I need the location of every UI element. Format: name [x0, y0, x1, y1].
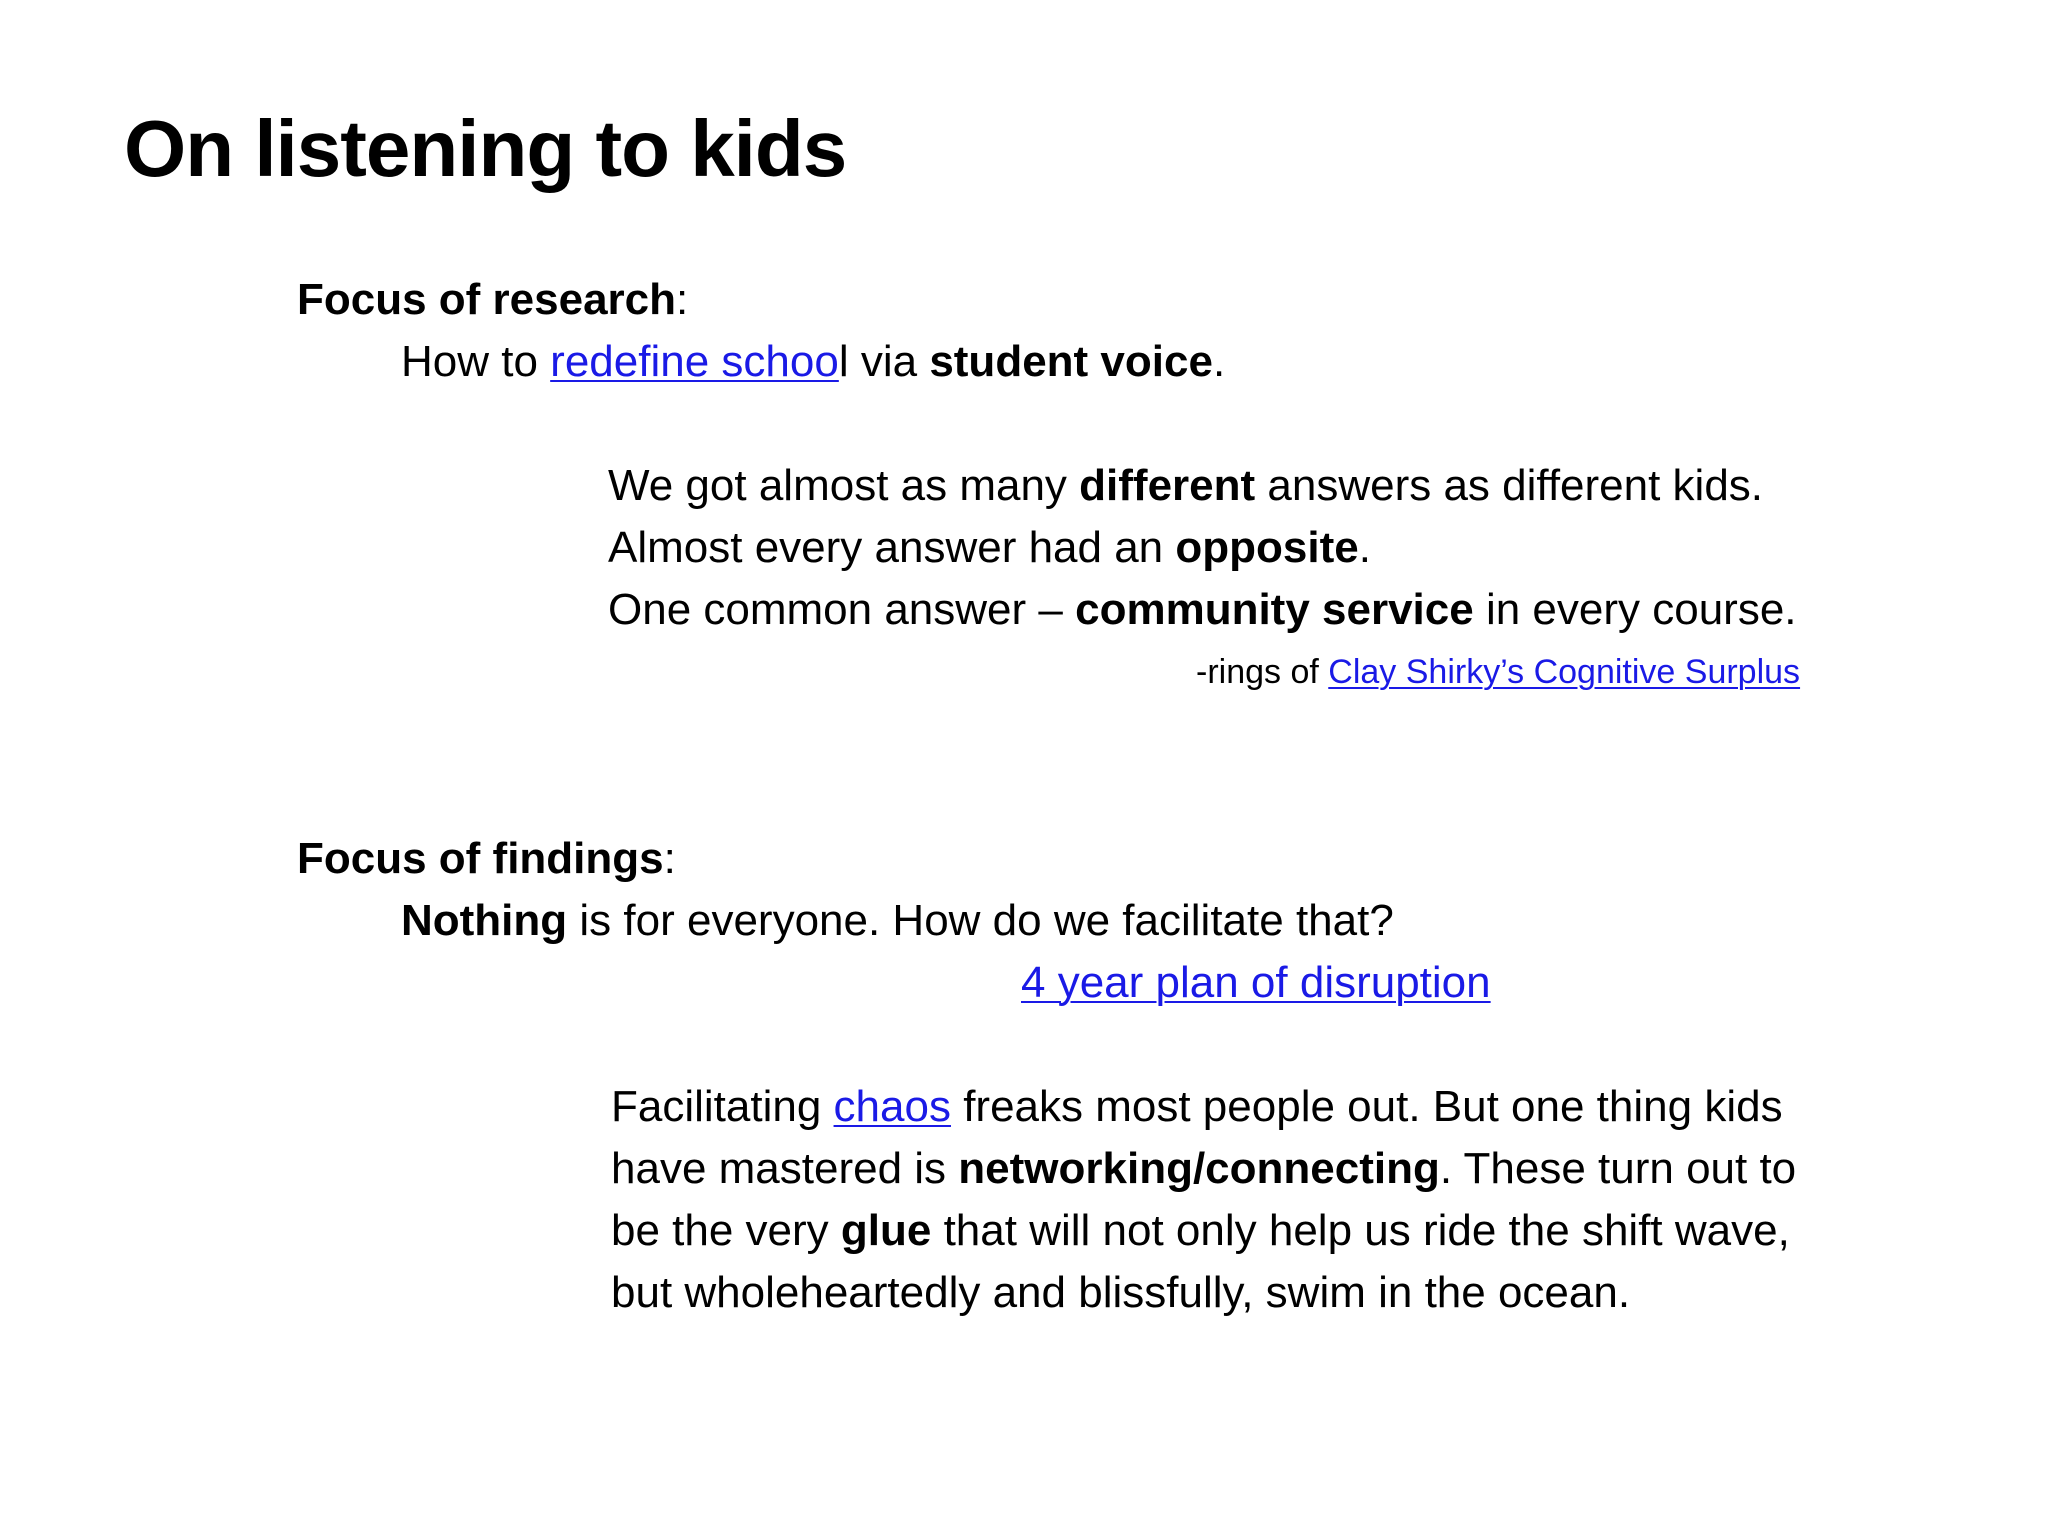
- research-answer-2: [608, 522, 1371, 575]
- findings-heading: Focus of findings: [297, 834, 664, 883]
- plan-link-line: [1021, 957, 1491, 1010]
- research-line-1-end: .: [1212, 337, 1226, 386]
- answer-1-prefix: We got almost as many: [608, 461, 1080, 510]
- research-heading-line: [297, 274, 688, 327]
- answer-3-suffix: in every course.: [1473, 585, 1797, 634]
- research-line-1-prefix: How to: [401, 337, 551, 386]
- findings-heading-line: [297, 833, 676, 886]
- answer-2-bold: opposite: [1175, 523, 1359, 572]
- research-heading: Focus of research: [297, 275, 677, 324]
- citation-prefix: -rings of: [1196, 653, 1329, 691]
- para-2-suffix: . These turn out to: [1439, 1144, 1797, 1193]
- research-line-1: [401, 336, 1225, 389]
- findings-heading-colon: :: [663, 834, 676, 883]
- para-1-prefix: Facilitating: [611, 1082, 834, 1131]
- research-heading-colon: :: [676, 275, 689, 324]
- findings-para-4: but wholeheartedly and blissfully, swim in the ocean.: [611, 1268, 1631, 1317]
- student-voice-text: student voice: [929, 337, 1213, 386]
- answer-1-bold: different: [1079, 461, 1256, 510]
- answer-1-suffix: answers as different kids.: [1255, 461, 1764, 510]
- nothing-bold: Nothing: [401, 896, 568, 945]
- answer-2-prefix: Almost every answer had an: [608, 523, 1176, 572]
- findings-para-2: [611, 1143, 1796, 1196]
- research-line-1-mid: l via: [838, 337, 930, 386]
- para-2-bold: networking/connecting: [958, 1144, 1440, 1193]
- research-answer-1: [608, 460, 1763, 513]
- shirky-citation: [1196, 652, 1800, 693]
- clay-shirky-link[interactable]: Clay Shirky’s Cognitive Surplus: [1328, 653, 1801, 691]
- para-2-prefix: have mastered is: [611, 1144, 959, 1193]
- findings-line-1: [401, 895, 1394, 948]
- findings-para-1: [611, 1081, 1783, 1134]
- para-3-bold: glue: [840, 1206, 932, 1255]
- answer-3-prefix: One common answer –: [608, 585, 1076, 634]
- slide-title: On listening to kids: [124, 104, 847, 193]
- findings-line-1-rest: is for everyone. How do we facilitate that?: [567, 896, 1394, 945]
- answer-2-suffix: .: [1358, 523, 1371, 572]
- chaos-link[interactable]: chaos: [833, 1082, 951, 1131]
- para-3-suffix: that will not only help us ride the shift wave,: [931, 1206, 1790, 1255]
- redefine-school-link[interactable]: redefine schoo: [550, 337, 839, 386]
- research-answer-3: [608, 584, 1797, 637]
- findings-para-3: [611, 1205, 1790, 1258]
- para-3-prefix: be the very: [611, 1206, 841, 1255]
- para-1-suffix: freaks most people out. But one thing kids: [950, 1082, 1783, 1131]
- answer-3-bold: community service: [1075, 585, 1474, 634]
- four-year-plan-link[interactable]: 4 year plan of disruption: [1021, 958, 1491, 1007]
